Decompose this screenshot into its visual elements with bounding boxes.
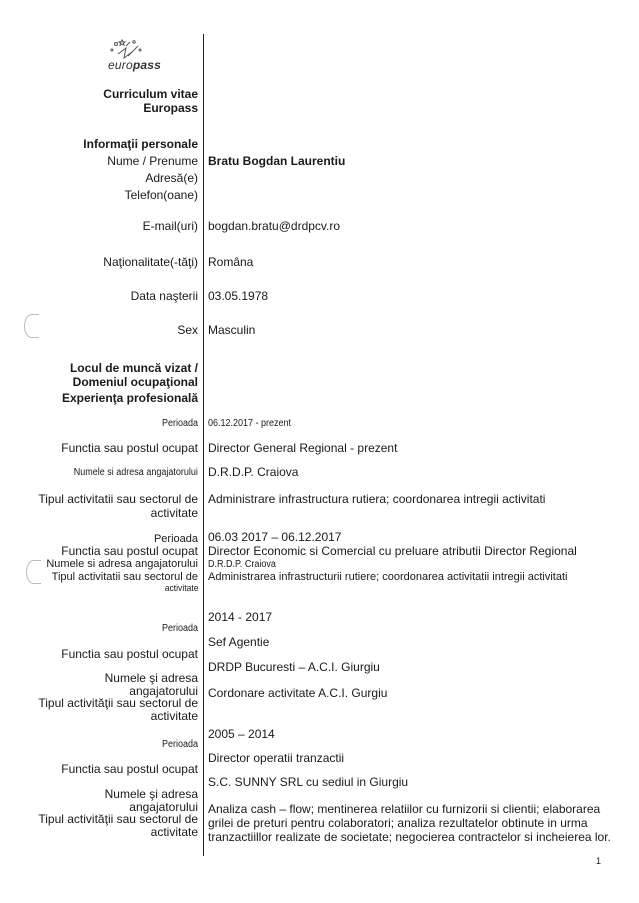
e2-employer: D.R.D.P. Craiova	[208, 559, 276, 570]
e2-sector-label2: activitate	[164, 583, 198, 594]
target-line1: Locul de muncă vizat /	[69, 361, 198, 375]
e1-sector-label2: activitate	[150, 506, 198, 520]
e1-employer-label: Numele si adresa angajatorului	[73, 467, 198, 478]
e2-employer-label: Numele si adresa angajatorului	[46, 558, 198, 570]
sex-value: Masculin	[208, 323, 256, 337]
e4-employer: S.C. SUNNY SRL cu sediul in Giurgiu	[208, 775, 409, 789]
page-number: 1	[596, 856, 602, 866]
sex-label: Sex	[177, 323, 198, 337]
e1-position: Director General Regional - prezent	[208, 441, 398, 455]
e1-sector-label1: Tipul activitatii sau sectorul de	[38, 492, 198, 506]
e1-sector: Administrare infrastructura rutiera; coordonarea intregii activitati	[208, 492, 546, 506]
e2-sector-label1: Tipul activitatii sau sectorul de	[51, 571, 198, 583]
e3-employer: DRDP Bucuresti – A.C.I. Giurgiu	[208, 660, 380, 674]
phone-label: Telefon(oane)	[124, 188, 198, 202]
birth-value: 03.05.1978	[208, 289, 269, 303]
e3-sector-label1: Tipul activităţii sau sectorul de	[38, 696, 198, 710]
e1-period: 06.12.2017 - prezent	[208, 418, 292, 429]
e4-position-label: Functia sau postul ocupat	[61, 762, 198, 776]
scan-mark	[24, 314, 39, 338]
e2-position: Director Economic si Comercial cu preluare atributii Director Regional	[208, 544, 577, 558]
e4-sector-line1: Analiza cash – flow; mentinerea relatiilor cu furnizorii si clientii; elaborarea	[208, 802, 601, 816]
nationality-label: Naţionalitate(-tăţi)	[103, 255, 198, 269]
e4-period-label: Perioada	[161, 739, 198, 750]
e3-position: Sef Agentie	[208, 635, 270, 649]
e2-sector: Administrarea infrastructurii rutiere; coordonarea activitatii intregii activitati	[208, 571, 568, 583]
nationality-value: Româna	[208, 255, 254, 269]
e4-period: 2005 – 2014	[208, 727, 275, 741]
email-value[interactable]: bogdan.bratu@drdpcv.ro	[208, 219, 341, 233]
europass-logo: europass	[108, 58, 161, 72]
e3-sector: Cordonare activitate A.C.I. Gurgiu	[208, 686, 388, 700]
personal-heading: Informaţii personale	[83, 137, 198, 151]
name-label: Nume / Prenume	[107, 154, 198, 168]
birth-label: Data naşterii	[130, 289, 198, 303]
e3-employer-label2: angajatorului	[129, 684, 198, 698]
e4-sector-line2: grilei de preturi pentru colaboratori; analiza rezultatelor obtinute in urma	[208, 816, 588, 830]
e4-sector-line3: tranzactiillor realizate de societate; negocierea contractelor si incheierea lor.	[208, 830, 611, 844]
address-label: Adresă(e)	[145, 171, 198, 185]
column-divider	[203, 34, 204, 856]
e2-position-label: Functia sau postul ocupat	[61, 544, 198, 558]
e4-employer-label1: Numele şi adresa	[104, 787, 198, 801]
e4-employer-label2: angajatorului	[129, 800, 198, 814]
e4-sector-label1: Tipul activităţii sau sectorul de	[38, 812, 198, 826]
e1-employer: D.R.D.P. Craiova	[208, 465, 299, 479]
e3-period-label: Perioada	[161, 623, 198, 634]
e2-period: 06.03 2017 – 06.12.2017	[208, 530, 342, 544]
cv-subtitle: Europass	[143, 101, 198, 115]
scan-mark	[26, 560, 41, 584]
e2-period-label: Perioada	[153, 533, 198, 545]
cv-title: Curriculum vitae	[103, 87, 198, 101]
email-label: E-mail(uri)	[142, 219, 198, 233]
e4-sector-label2: activitate	[150, 825, 198, 839]
name-value: Bratu Bogdan Laurentiu	[208, 154, 346, 168]
e3-position-label: Functia sau postul ocupat	[61, 647, 198, 661]
e1-period-label: Perioada	[161, 418, 198, 429]
e3-sector-label2: activitate	[150, 709, 198, 723]
e4-position: Director operatii tranzactii	[208, 751, 345, 765]
target-line2: Domeniul ocupaţional	[72, 375, 198, 389]
e3-period: 2014 - 2017	[208, 610, 273, 624]
experience-heading: Experienţa profesională	[61, 391, 198, 405]
e3-employer-label1: Numele şi adresa	[104, 671, 198, 685]
e1-position-label: Functia sau postul ocupat	[61, 441, 198, 455]
